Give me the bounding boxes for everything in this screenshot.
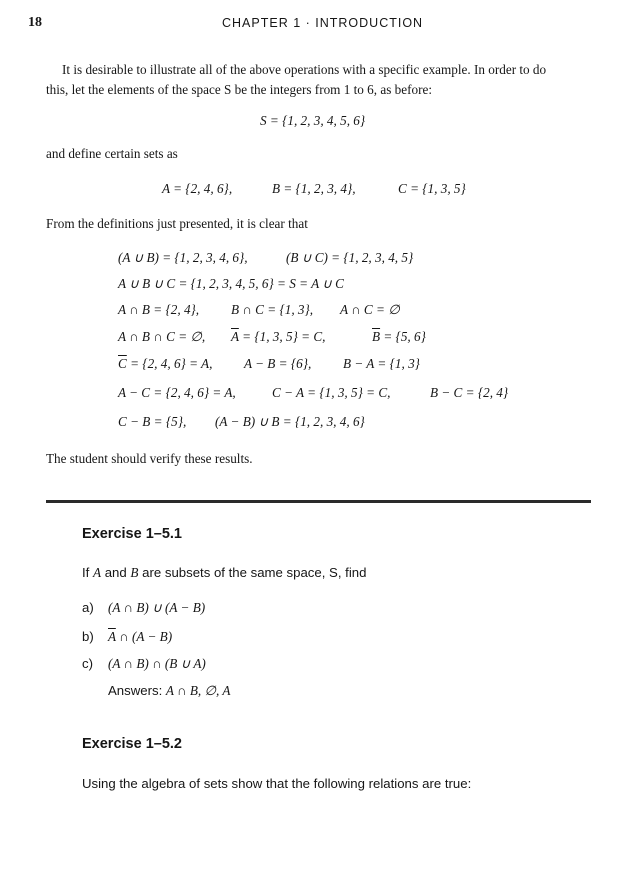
result-diff-ac: A − C = {2, 4, 6} = A,	[118, 385, 236, 400]
exercise-1-title: Exercise 1–5.1	[82, 526, 182, 542]
result-intersect-ac: A ∩ C = ∅	[340, 302, 400, 317]
clear-text: From the definitions just presented, it is clear that	[46, 216, 308, 231]
result-intersect-abc: A ∩ B ∩ C = ∅,	[118, 329, 206, 344]
result-intersect-ab: A ∩ B = {2, 4},	[118, 302, 200, 317]
running-title: CHAPTER 1 · INTRODUCTION	[222, 16, 424, 30]
set-a-definition: A = {2, 4, 6},	[162, 181, 233, 196]
result-union-ab: (A ∪ B) = {1, 2, 3, 4, 6},	[118, 250, 248, 265]
item-a-expr: (A ∩ B) ∪ (A − B)	[108, 600, 206, 615]
result-intersect-bc: B ∩ C = {1, 3},	[231, 302, 314, 317]
result-diff-ab: A − B = {6},	[244, 356, 312, 371]
result-union-bc: (B ∪ C) = {1, 2, 3, 4, 5}	[286, 250, 414, 265]
item-b-expr: $\overline{A}$ ∩ (A − B)	[108, 629, 173, 644]
result-complement-b: $\overline{B} = \{5$, 6}	[372, 329, 426, 344]
page-number: 18	[28, 15, 42, 30]
define-text: and define certain sets as	[46, 146, 178, 161]
answers: Answers: A ∩ B, ∅, A	[108, 683, 231, 698]
set-b-definition: B = {1, 2, 3, 4},	[272, 181, 356, 196]
section-divider	[46, 500, 591, 503]
result-diff-cb: C − B = {5},	[118, 414, 187, 429]
item-c-expr: (A ∩ B) ∩ (B ∪ A)	[108, 656, 206, 671]
result-diff-ba: B − A = {1, 3}	[343, 356, 420, 371]
item-b-label: b)	[82, 629, 94, 644]
exercise-2-title: Exercise 1–5.2	[82, 736, 182, 752]
result-diff-union: (A − B) ∪ B = {1, 2, 3, 4, 6}	[215, 414, 365, 429]
intro-line-2: this, let the elements of the space S be the integers from 1 to 6, as before:	[46, 82, 432, 97]
exercise-1-prompt: If A and B are subsets of the same space, S, find	[82, 565, 367, 580]
intro-line-1: It is desirable to illustrate all of the above operations with a specific example. In order to do	[62, 62, 547, 77]
verify-text: The student should verify these results.	[46, 451, 253, 466]
result-diff-bc: B − C = {2, 4}	[430, 385, 509, 400]
item-c-label: c)	[82, 656, 93, 671]
result-union-abc: A ∪ B ∪ C = {1, 2, 3, 4, 5, 6} = S = A ∪ C	[118, 276, 344, 291]
item-a-label: a)	[82, 600, 94, 615]
exercise-2-prompt: Using the algebra of sets show that the following relations are true:	[82, 776, 472, 791]
result-complement-c: $\overline{C} = \{2$, 4, 6} = A,	[118, 356, 213, 371]
set-c-definition: C = {1, 3, 5}	[398, 181, 466, 196]
result-diff-ca: C − A = {1, 3, 5} = C,	[272, 385, 391, 400]
space-definition: S = {1, 2, 3, 4, 5, 6}	[260, 113, 366, 128]
result-complement-a: $\overline{A} = \{1$, 3, 5} = C,	[231, 329, 326, 344]
